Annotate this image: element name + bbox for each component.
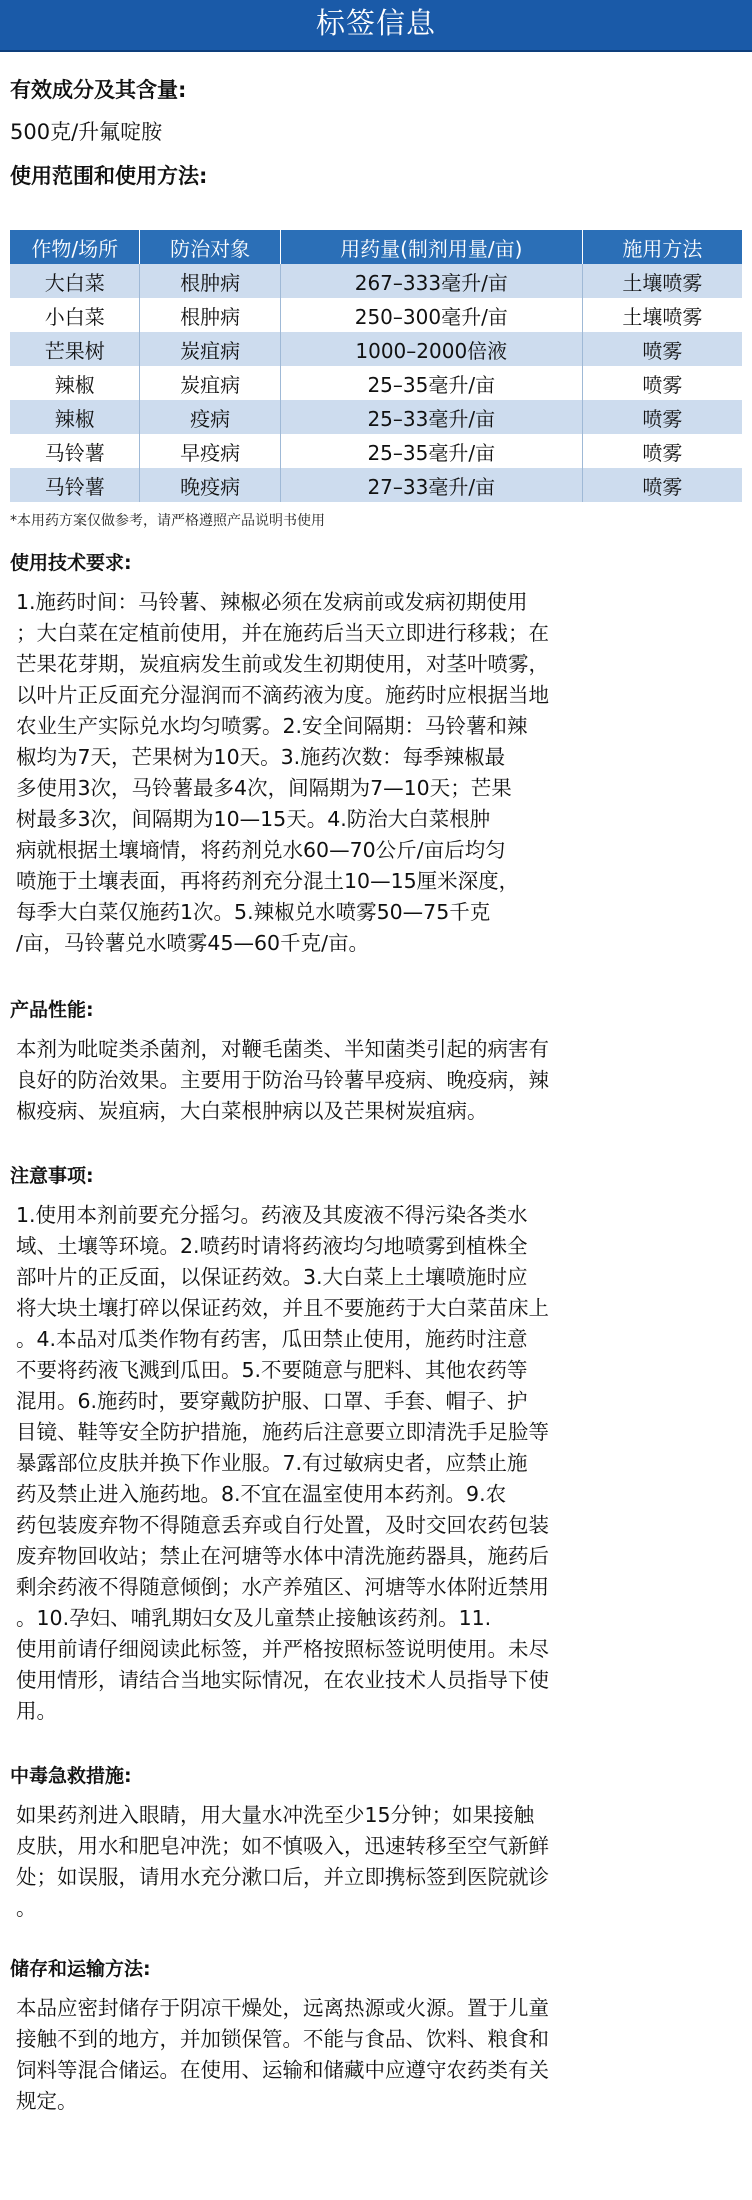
usage-heading: 使用范围和使用方法: bbox=[10, 164, 208, 188]
cell-crop: 大白菜 bbox=[10, 264, 140, 298]
table-header-row bbox=[10, 230, 742, 264]
tech-section bbox=[10, 548, 742, 959]
precautions-text: 1.使用本剂前要充分摇匀。药液及其废液不得污染各类水 域、土壤等环境。2.喷药时请将药液均匀地喷雾到植株全 部叶片的正反面，以保证药效。3.大白菜上土壤喷施时应 将大块土壤打碎以保证药效，并且不要施药于大白菜苗床上 。4.本品对瓜类作物有药害，瓜田禁止使用，施药时注意 不要将药液飞溅到瓜田。5.不要随意与肥料、其他农药等 混用。6.施药时，要穿戴防护服、口罩、手套、帽子、护 目镜、鞋等安全防护措施，施药后注意要立即清洗手足脸等 暴露部位皮肤并换下作业服。7.有过敏病史者，应禁止施 药及禁止进入施药地。8.不宜在温室使用本药剂。9.农 药包装废弃物不得随意丢弃或自行处置，及时交回农药包装 废弃物回收站；禁止在河塘等水体中清洗施药器具，施药后 剩余药液不得随意倾倒；水产养殖区、河塘等水体附近禁用 。10.孕妇、哺乳期妇女及儿童禁止接触该药剂。11. 使用前请仔细阅读此标签，并严格按照标签说明使用。未尽 使用情形，请结合当地实际情况，在农业技术人员指导下使 用。 bbox=[16, 1203, 549, 1723]
cell-crop: 辣椒 bbox=[10, 400, 140, 434]
table-row bbox=[10, 468, 742, 502]
table-row bbox=[10, 332, 742, 366]
cell-dosage: 25–35毫升/亩 bbox=[280, 366, 582, 400]
cell-dosage: 250–300毫升/亩 bbox=[280, 298, 582, 332]
first-aid-section bbox=[10, 1761, 742, 1924]
cell-crop: 芒果树 bbox=[10, 332, 140, 366]
cell-target: 炭疽病 bbox=[140, 332, 280, 366]
cell-target: 早疫病 bbox=[140, 434, 280, 468]
usage-disclaimer: *本用药方案仅做参考，请严格遵照产品说明书使用 bbox=[10, 513, 325, 529]
cell-crop: 马铃薯 bbox=[10, 434, 140, 468]
storage-heading: 储存和运输方法: bbox=[10, 1958, 151, 1980]
page-header bbox=[0, 0, 752, 52]
cell-crop: 辣椒 bbox=[10, 366, 140, 400]
precautions-section bbox=[10, 1161, 742, 1727]
storage-section bbox=[10, 1954, 742, 2117]
ingredients-heading: 有效成分及其含量: bbox=[10, 78, 187, 102]
column-header-crop: 作物/场所 bbox=[10, 230, 140, 264]
storage-text: 本品应密封储存于阴凉干燥处，远离热源或火源。置于儿童 接触不到的地方，并加锁保管。不能与食品、饮料、粮食和 饲料等混合储运。在使用、运输和储藏中应遵守农药类有关 规定。 bbox=[16, 1996, 549, 2113]
cell-target: 炭疽病 bbox=[140, 366, 280, 400]
cell-method: 喷雾 bbox=[582, 332, 742, 366]
cell-method: 土壤喷雾 bbox=[582, 298, 742, 332]
page-title: 标签信息 bbox=[315, 6, 436, 40]
cell-target: 晚疫病 bbox=[140, 468, 280, 502]
cell-dosage: 1000–2000倍液 bbox=[280, 332, 582, 366]
ingredients-value: 500克/升氟啶胺 bbox=[10, 120, 163, 144]
column-header-dosage: 用药量(制剂用量/亩) bbox=[280, 230, 582, 264]
cell-method: 喷雾 bbox=[582, 400, 742, 434]
cell-dosage: 25–35毫升/亩 bbox=[280, 434, 582, 468]
cell-dosage: 27–33毫升/亩 bbox=[280, 468, 582, 502]
table-row bbox=[10, 264, 742, 298]
performance-text: 本剂为吡啶类杀菌剂，对鞭毛菌类、半知菌类引起的病害有 良好的防治效果。主要用于防治马铃薯早疫病、晚疫病，辣 椒疫病、炭疽病，大白菜根肿病以及芒果树炭疽病。 bbox=[16, 1037, 549, 1123]
tech-heading: 使用技术要求: bbox=[10, 552, 132, 574]
cell-method: 喷雾 bbox=[582, 366, 742, 400]
cell-target: 根肿病 bbox=[140, 298, 280, 332]
column-header-method: 施用方法 bbox=[582, 230, 742, 264]
cell-method: 喷雾 bbox=[582, 468, 742, 502]
precautions-heading: 注意事项: bbox=[10, 1165, 94, 1187]
cell-dosage: 267–333毫升/亩 bbox=[280, 264, 582, 298]
performance-section bbox=[10, 995, 742, 1127]
dosage-table bbox=[10, 230, 742, 502]
column-header-target: 防治对象 bbox=[140, 230, 280, 264]
cell-dosage: 25–33毫升/亩 bbox=[280, 400, 582, 434]
tech-text: 1.施药时间：马铃薯、辣椒必须在发病前或发病初期使用 ；大白菜在定植前使用，并在施药后当天立即进行移栽；在 芒果花芽期，炭疽病发生前或发生初期使用，对茎叶喷雾， 以叶片正反面充分湿润而不滴药液为度。施药时应根据当地 农业生产实际兑水均匀喷雾。2.安全间隔期：马铃薯和辣 椒均为7天，芒果树为10天。3.施药次数：每季辣椒最 多使用3次，马铃薯最多4次，间隔期为7—10天；芒果 树最多3次，间隔期为10—15天。4.防治大白菜根肿 病就根据土壤墒情，将药剂兑水60—70公斤/亩后均匀 喷施于土壤表面，再将药剂充分混土10—15厘米深度， 每季大白菜仅施药1次。5.辣椒兑水喷雾50—75千克 /亩，马铃薯兑水喷雾45—60千克/亩。 bbox=[16, 590, 549, 955]
cell-target: 疫病 bbox=[140, 400, 280, 434]
table-row bbox=[10, 366, 742, 400]
cell-method: 土壤喷雾 bbox=[582, 264, 742, 298]
cell-crop: 马铃薯 bbox=[10, 468, 140, 502]
performance-heading: 产品性能: bbox=[10, 999, 94, 1021]
cell-crop: 小白菜 bbox=[10, 298, 140, 332]
table-row bbox=[10, 434, 742, 468]
cell-target: 根肿病 bbox=[140, 264, 280, 298]
cell-method: 喷雾 bbox=[582, 434, 742, 468]
first-aid-text: 如果药剂进入眼睛，用大量水冲洗至少15分钟；如果接触 皮肤，用水和肥皂冲洗；如不慎吸入，迅速转移至空气新鲜 处；如误服，请用水充分漱口后，并立即携标签到医院就诊 。 bbox=[16, 1803, 549, 1920]
first-aid-heading: 中毒急救措施: bbox=[10, 1765, 132, 1787]
table-row bbox=[10, 298, 742, 332]
label-content bbox=[0, 52, 752, 2117]
table-row bbox=[10, 400, 742, 434]
